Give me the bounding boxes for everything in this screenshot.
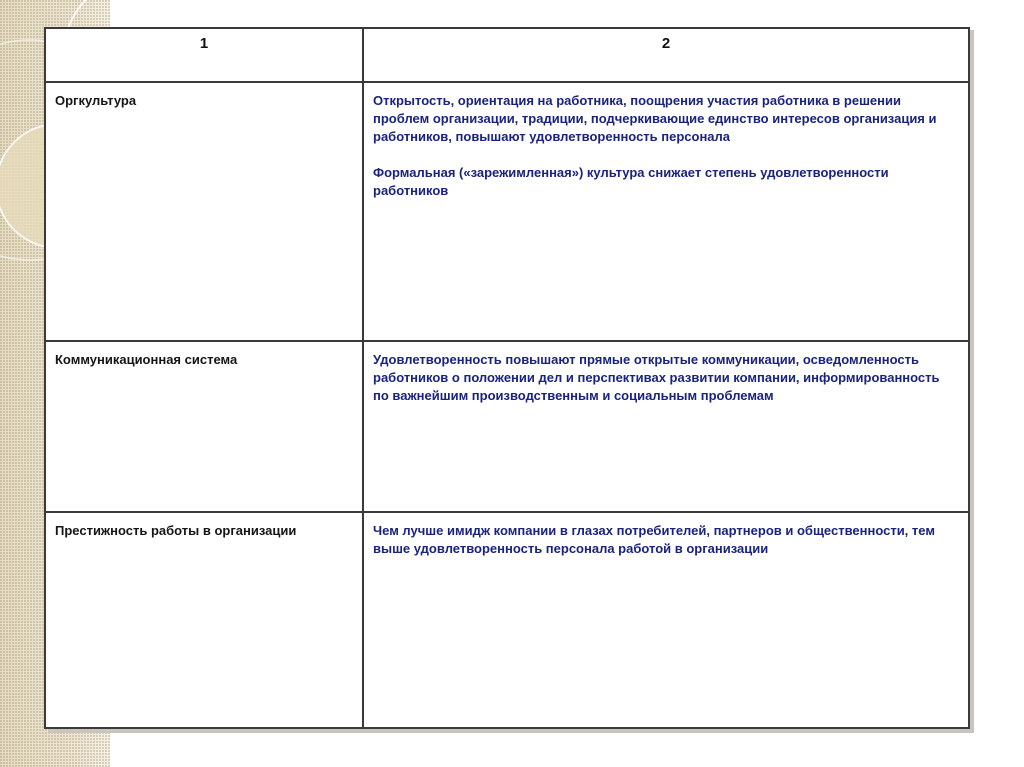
- effect-paragraph: Открытость, ориентация на работника, поощрения участия работника в решении проблем организации, традиции, подчеркивающие единство интересов организация и работников, повышают удовлетворенность персонала: [373, 93, 937, 145]
- table-row: [45, 341, 969, 512]
- effect-cell: [363, 512, 969, 728]
- factor-cell: Престижность работы в организации: [45, 512, 363, 728]
- header-label-1: 1: [199, 35, 209, 52]
- table-shadow-right: [970, 30, 974, 733]
- header-label-2: 2: [661, 35, 671, 52]
- header-cell-2: [363, 28, 969, 82]
- table-shadow-bottom: [48, 729, 974, 733]
- effect-cell: [363, 82, 969, 341]
- effect-paragraph: Чем лучше имидж компании в глазах потребителей, партнеров и общественности, тем выше удовлетворенность персонала работой в организации: [373, 523, 935, 557]
- effect-paragraph: Формальная («зарежимленная») культура снижает степень удовлетворенности работников: [373, 165, 889, 199]
- factor-cell: Коммуникационная система: [45, 341, 363, 512]
- table-row: [45, 82, 969, 341]
- factors-table: [44, 27, 970, 729]
- factor-cell: Оргкультура: [45, 82, 363, 341]
- effect-paragraph: Удовлетворенность повышают прямые открытые коммуникации, осведомленность работников о положении дел и перспективах развитии компании, информированность по важнейшим производственным и социальным проблемам: [373, 351, 940, 403]
- header-cell-1: [45, 28, 363, 82]
- table-row: [45, 512, 969, 728]
- table-header-row: [45, 28, 969, 82]
- effect-cell: [363, 341, 969, 512]
